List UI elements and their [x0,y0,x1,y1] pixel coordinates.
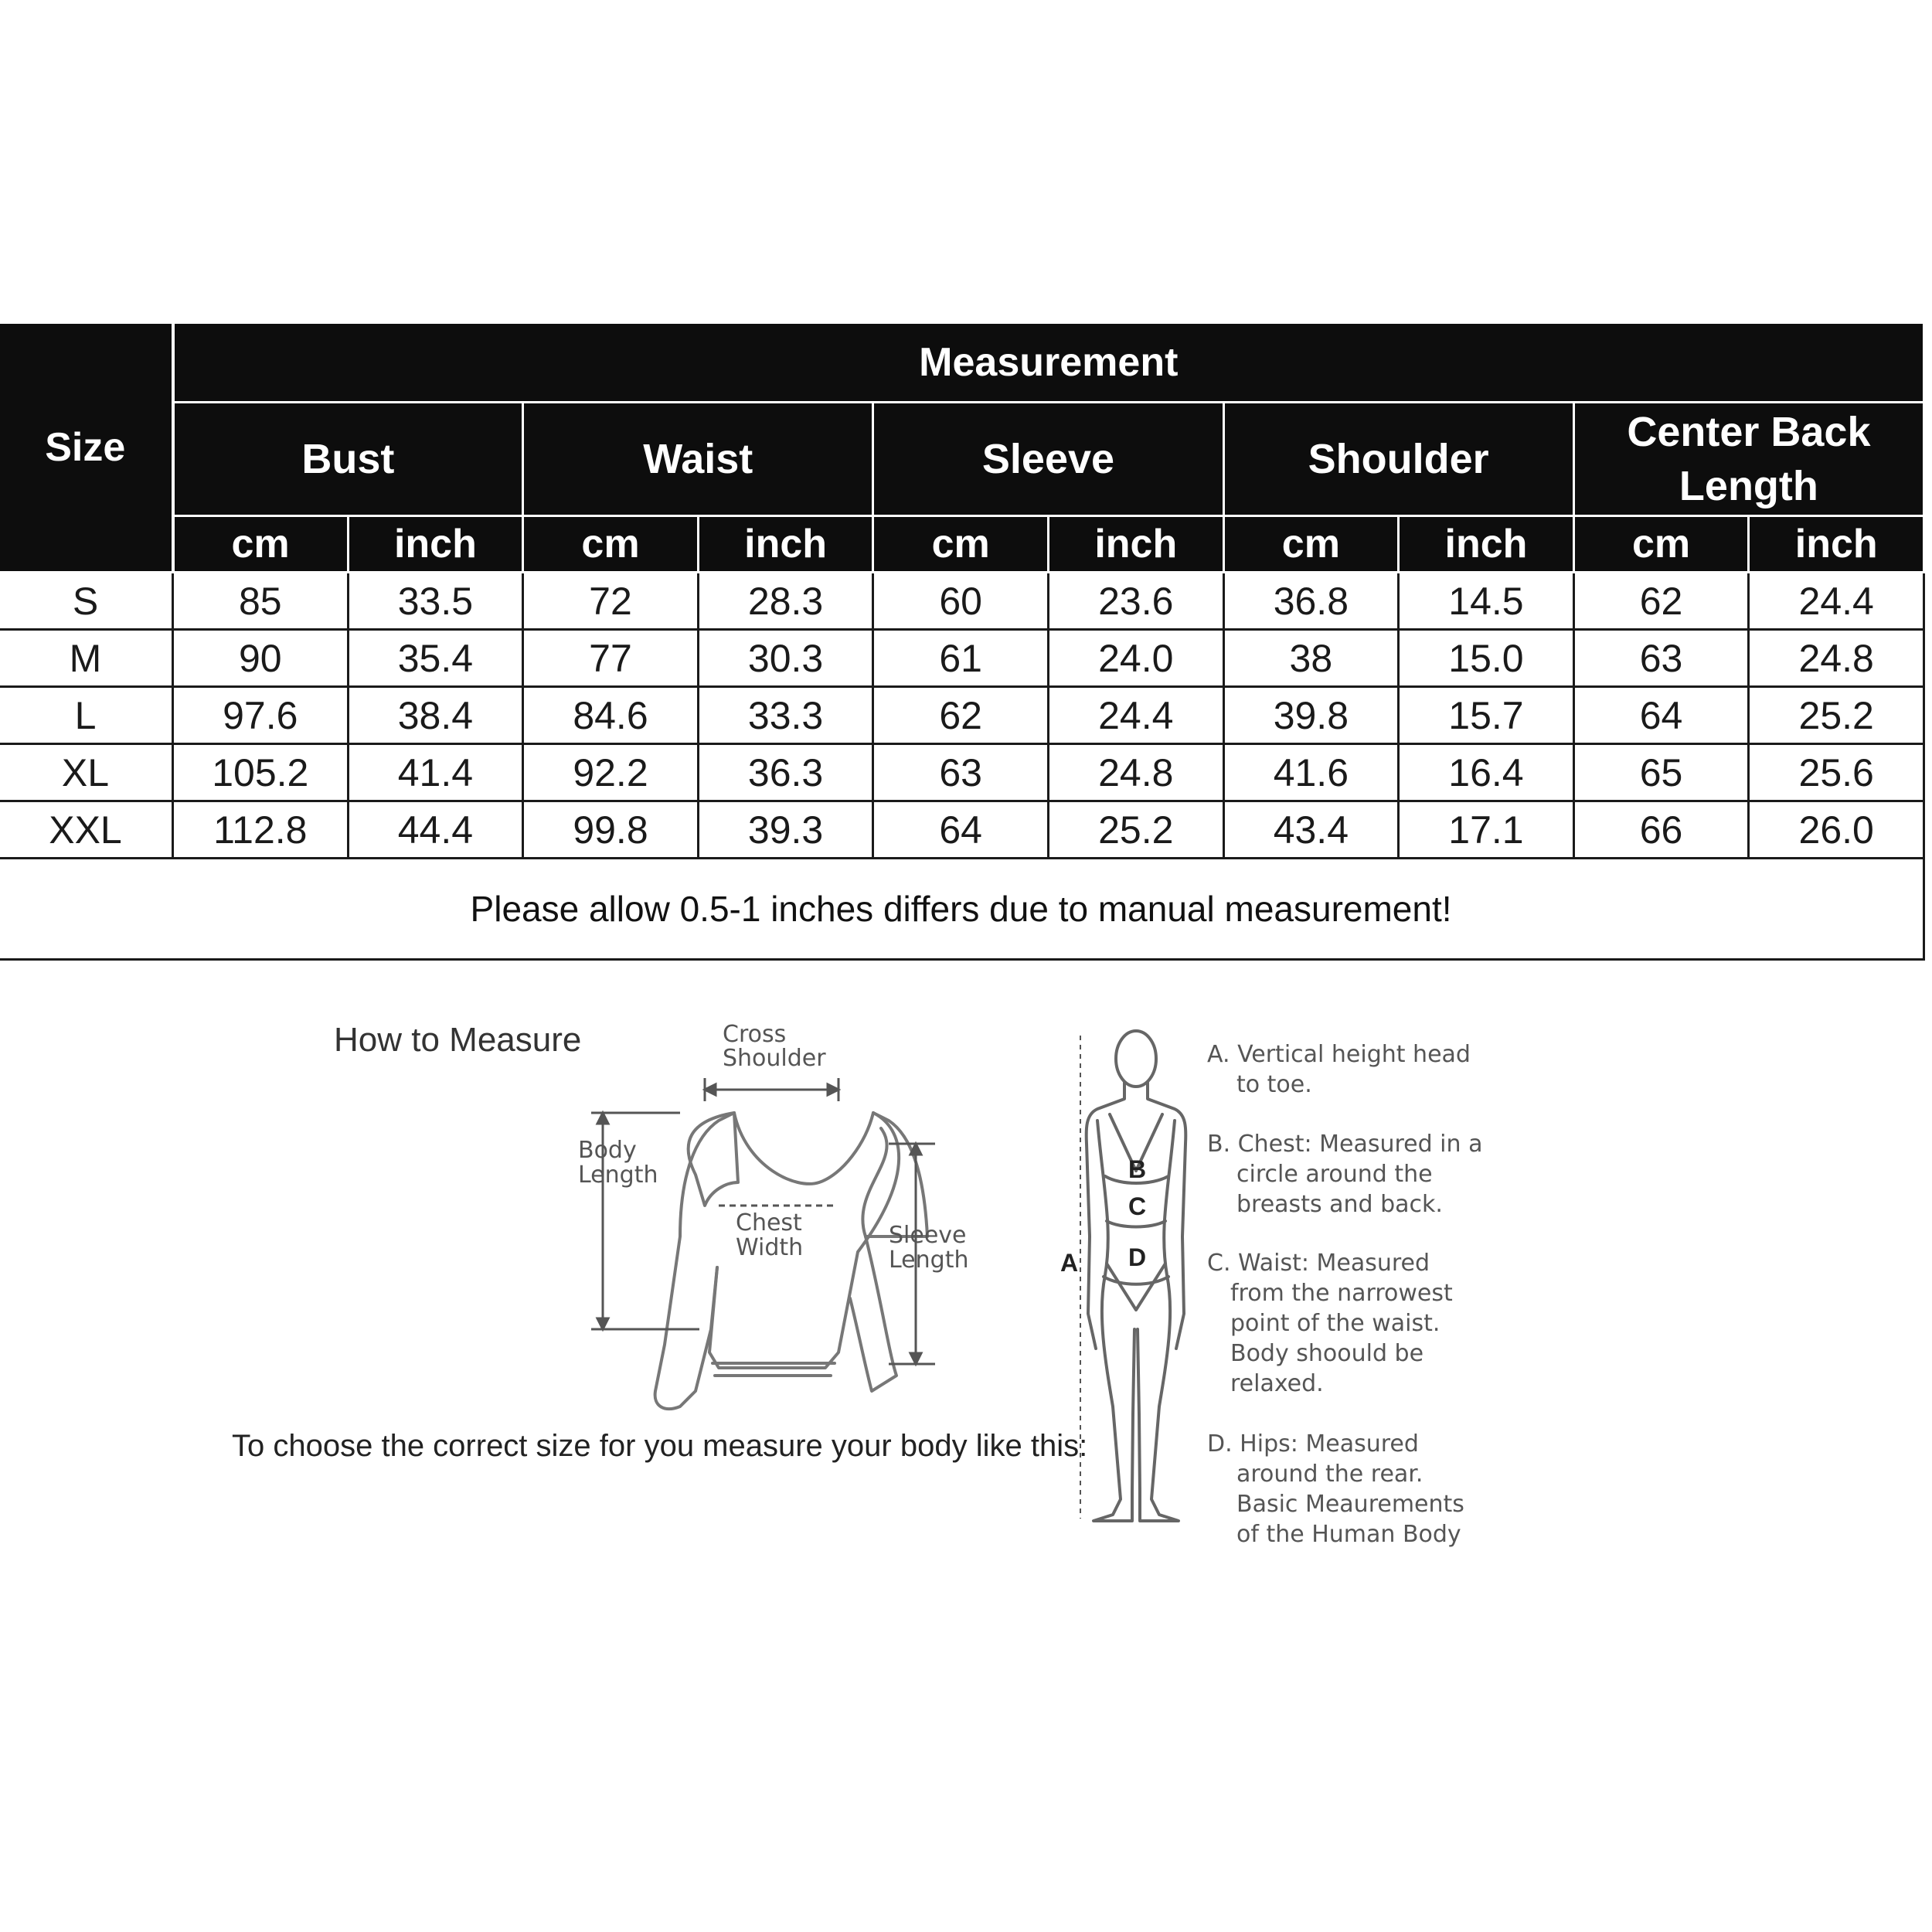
value-cell: 24.8 [1749,630,1924,687]
waist-header: Waist [523,402,873,515]
marker-b: B [1128,1155,1147,1183]
value-cell: 33.3 [698,687,873,744]
measurement-header: Measurement [173,323,1924,403]
note-c-line-4: Body shoould be [1230,1340,1424,1367]
value-cell: 15.7 [1399,687,1574,744]
value-cell: 14.5 [1399,573,1574,630]
value-cell: 33.5 [348,573,523,630]
value-cell: 105.2 [173,744,349,801]
value-cell: 64 [873,801,1049,859]
unit-header: inch [698,515,873,572]
value-cell: 36.8 [1223,573,1399,630]
unit-header: cm [173,515,349,572]
value-cell: 43.4 [1223,801,1399,859]
unit-header: inch [1048,515,1223,572]
value-cell: 62 [1573,573,1749,630]
value-cell: 25.2 [1749,687,1924,744]
note-b-line-2: circle around the [1236,1161,1433,1188]
marker-c: C [1128,1192,1147,1220]
note-a-line-2: to toe. [1236,1071,1312,1098]
how-to-measure-figure [0,1005,1932,1592]
chest-width-label-1: Chest [736,1209,802,1236]
value-cell: 39.3 [698,801,873,859]
size-chart-table [0,321,1925,961]
value-cell: 85 [173,573,349,630]
unit-header: cm [873,515,1049,572]
note-b-line-1: B. Chest: Measured in a [1207,1131,1483,1158]
value-cell: 23.6 [1048,573,1223,630]
note-d-line-4: of the Human Body [1236,1521,1461,1548]
unit-header: inch [1399,515,1574,572]
value-cell: 41.4 [348,744,523,801]
note-d-line-2: around the rear. [1236,1461,1423,1488]
marker-d: D [1128,1243,1147,1271]
table-row [0,630,1924,687]
value-cell: 90 [173,630,349,687]
value-cell: 44.4 [348,801,523,859]
unit-header: inch [1749,515,1924,572]
size-cell: S [0,573,173,630]
value-cell: 16.4 [1399,744,1574,801]
center-back-line2: Length [1679,462,1818,509]
value-cell: 30.3 [698,630,873,687]
size-cell: XL [0,744,173,801]
human-body-illustration [1087,1031,1186,1521]
size-cell: XXL [0,801,173,859]
table-row [0,573,1924,630]
value-cell: 26.0 [1749,801,1924,859]
value-cell: 61 [873,630,1049,687]
note-a-line-1: A. Vertical height head [1207,1041,1471,1068]
value-cell: 24.0 [1048,630,1223,687]
value-cell: 36.3 [698,744,873,801]
value-cell: 15.0 [1399,630,1574,687]
value-cell: 99.8 [523,801,699,859]
center-back-length-header [1573,402,1923,515]
value-cell: 24.4 [1048,687,1223,744]
value-cell: 92.2 [523,744,699,801]
note-c-line-5: relaxed. [1230,1370,1324,1397]
value-cell: 38 [1223,630,1399,687]
value-cell: 63 [873,744,1049,801]
value-cell: 64 [1573,687,1749,744]
value-cell: 35.4 [348,630,523,687]
note-d-line-3: Basic Meaurements [1236,1491,1464,1518]
note-c-line-3: point of the waist. [1230,1310,1440,1337]
chest-width-label-2: Width [736,1234,804,1261]
size-cell: L [0,687,173,744]
unit-header: cm [523,515,699,572]
sleeve-header: Sleeve [873,402,1223,515]
body-length-label-1: Body [578,1137,637,1164]
bust-header: Bust [173,402,523,515]
value-cell: 72 [523,573,699,630]
marker-a: A [1060,1249,1079,1277]
value-cell: 41.6 [1223,744,1399,801]
note-c-line-1: C. Waist: Measured [1207,1250,1430,1277]
value-cell: 25.2 [1048,801,1223,859]
unit-header: cm [1223,515,1399,572]
table-row [0,687,1924,744]
how-to-measure-title: How to Measure [334,1021,582,1059]
table-row [0,744,1924,801]
value-cell: 39.8 [1223,687,1399,744]
body-length-label-2: Length [578,1162,658,1189]
value-cell: 28.3 [698,573,873,630]
value-cell: 17.1 [1399,801,1574,859]
measurement-note: Please allow 0.5-1 inches differs due to manual measurement! [0,859,1924,960]
value-cell: 60 [873,573,1049,630]
note-d-line-1: D. Hips: Measured [1207,1430,1419,1458]
cross-shoulder-label-2: Shoulder [723,1045,826,1072]
value-cell: 65 [1573,744,1749,801]
value-cell: 84.6 [523,687,699,744]
center-back-line1: Center Back [1627,408,1871,455]
sleeve-length-label-2: Length [889,1247,969,1274]
value-cell: 24.4 [1749,573,1924,630]
value-cell: 97.6 [173,687,349,744]
note-c-line-2: from the narrowest [1230,1280,1453,1307]
value-cell: 63 [1573,630,1749,687]
value-cell: 62 [873,687,1049,744]
size-rows [0,573,1924,859]
cross-shoulder-label-1: Cross [723,1021,787,1048]
shoulder-header: Shoulder [1223,402,1573,515]
value-cell: 24.8 [1048,744,1223,801]
value-cell: 112.8 [173,801,349,859]
size-instruction: To choose the correct size for you measure your body like this: [232,1429,1088,1463]
size-cell: M [0,630,173,687]
value-cell: 38.4 [348,687,523,744]
value-cell: 66 [1573,801,1749,859]
unit-header: cm [1573,515,1749,572]
value-cell: 77 [523,630,699,687]
value-cell: 25.6 [1749,744,1924,801]
note-b-line-3: breasts and back. [1236,1191,1443,1218]
size-header: Size [0,323,173,573]
sleeve-length-label-1: Sleeve [889,1222,967,1249]
unit-header: inch [348,515,523,572]
table-row [0,801,1924,859]
